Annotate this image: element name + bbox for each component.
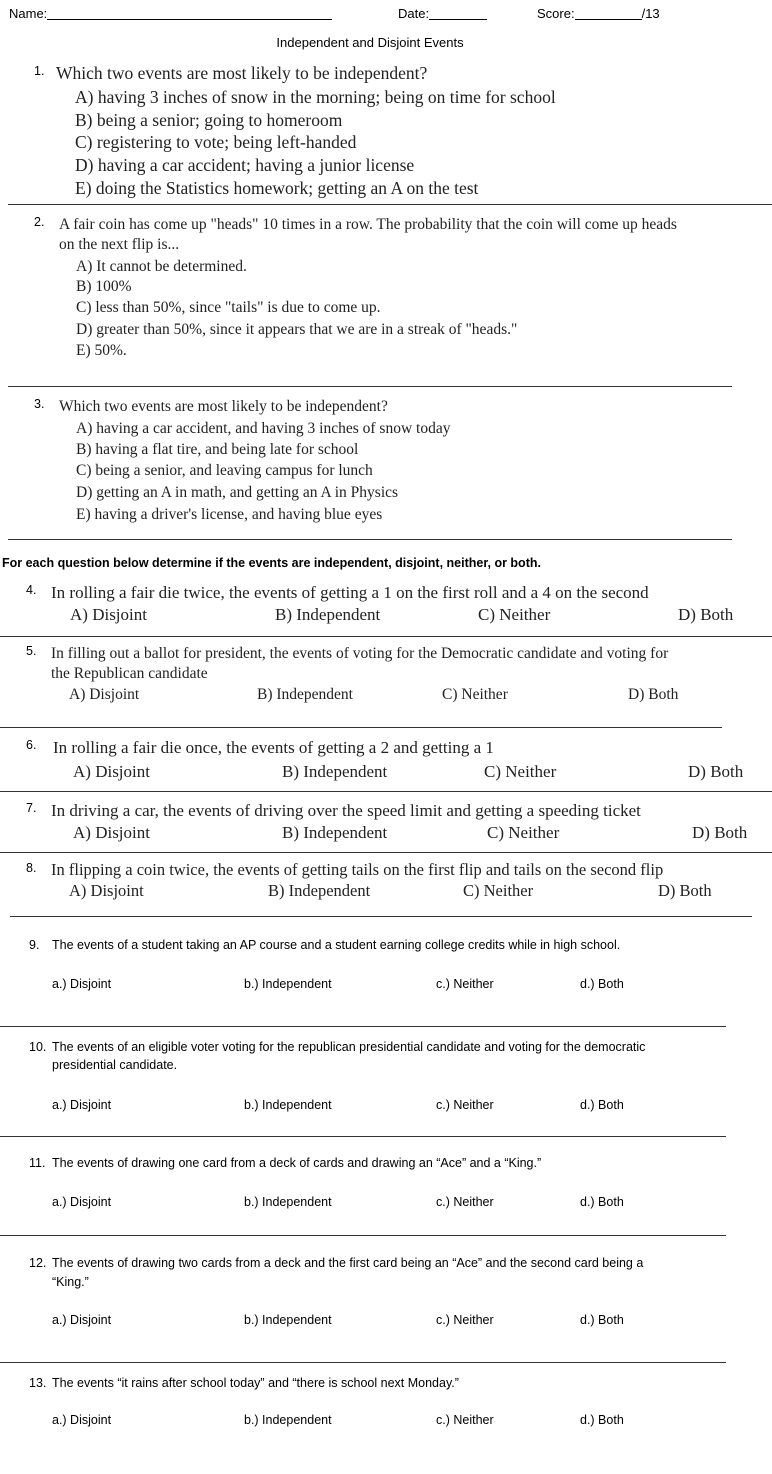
answer-option[interactable]: c.) Neither	[436, 1312, 494, 1327]
question-text: “King.”	[52, 1274, 89, 1289]
score-label: Score:	[537, 6, 575, 21]
answer-option[interactable]: d.) Both	[580, 1097, 624, 1112]
answer-option[interactable]: a.) Disjoint	[52, 1412, 112, 1427]
divider	[0, 727, 722, 728]
answer-option[interactable]: b.) Independent	[244, 976, 332, 991]
score-total: /13	[641, 6, 660, 21]
answer-option[interactable]: D) Both	[688, 761, 744, 781]
divider	[0, 1026, 726, 1027]
question-number: 9.	[29, 937, 40, 952]
date-label: Date:	[398, 6, 430, 21]
answer-option[interactable]: b.) Independent	[244, 1194, 332, 1209]
answer-option[interactable]: c.) Neither	[436, 976, 494, 991]
answer-option[interactable]: A) Disjoint	[73, 761, 150, 781]
question-text: The events of drawing one card from a deck of cards and drawing an “Ace” and a “King.”	[52, 1155, 542, 1170]
question-text: The events of a student taking an AP course and a student earning college credits while in high school.	[52, 937, 621, 952]
answer-option[interactable]: a.) Disjoint	[52, 976, 112, 991]
question-text: Which two events are most likely to be independent?	[59, 397, 388, 415]
answer-option[interactable]: C) registering to vote; being left-handed	[75, 131, 357, 152]
question-number: 4.	[26, 582, 37, 597]
name-field[interactable]	[9, 6, 332, 20]
divider	[10, 916, 752, 917]
answer-option[interactable]: D) getting an A in math, and getting an A in Physics	[76, 483, 399, 501]
answer-option[interactable]: D) Both	[658, 881, 712, 901]
question-text: In filling out a ballot for president, the events of voting for the Democratic candidate and voting for	[51, 644, 669, 662]
date-field[interactable]	[398, 6, 487, 20]
answer-option[interactable]: C) less than 50%, since "tails" is due to come up.	[76, 298, 381, 316]
answer-option[interactable]: D) Both	[692, 822, 748, 842]
answer-option[interactable]: B) 100%	[76, 277, 132, 295]
question-number: 12.	[29, 1255, 47, 1270]
name-label: Name:	[9, 6, 48, 21]
answer-option[interactable]: A) It cannot be determined.	[76, 257, 247, 275]
question-number: 10.	[29, 1039, 47, 1054]
date-blank[interactable]	[429, 6, 487, 20]
answer-option[interactable]: d.) Both	[580, 976, 624, 991]
answer-option[interactable]: c.) Neither	[436, 1194, 494, 1209]
answer-option[interactable]: d.) Both	[580, 1312, 624, 1327]
answer-option[interactable]: E) 50%.	[76, 341, 127, 359]
divider	[0, 1235, 726, 1236]
question-number: 5.	[26, 643, 37, 658]
answer-option[interactable]: D) Both	[678, 604, 734, 624]
answer-option[interactable]: A) Disjoint	[69, 685, 140, 703]
answer-option[interactable]: B) Independent	[282, 761, 388, 781]
answer-option[interactable]: c.) Neither	[436, 1412, 494, 1427]
answer-option[interactable]: C) Neither	[487, 822, 560, 842]
answer-option[interactable]: D) Both	[628, 685, 679, 703]
divider	[0, 852, 772, 853]
question-number: 6.	[26, 737, 37, 752]
answer-option[interactable]: D) having a car accident; having a junior license	[75, 154, 415, 175]
divider	[8, 539, 732, 540]
answer-option[interactable]: D) greater than 50%, since it appears that we are in a streak of "heads."	[76, 320, 518, 338]
question-text: In rolling a fair die once, the events of getting a 2 and getting a 1	[53, 737, 494, 757]
question-text: A fair coin has come up "heads" 10 times in a row. The probability that the coin will come up heads	[59, 215, 677, 233]
divider	[0, 1136, 726, 1137]
page-title: Independent and Disjoint Events	[276, 35, 464, 50]
question-number: 7.	[26, 800, 37, 815]
answer-option[interactable]: B) Independent	[268, 881, 371, 901]
answer-option[interactable]: C) Neither	[463, 881, 534, 901]
question-text: The events of drawing two cards from a deck and the first card being an “Ace” and the second card being a	[52, 1255, 644, 1270]
answer-option[interactable]: c.) Neither	[436, 1097, 494, 1112]
answer-option[interactable]: B) Independent	[275, 604, 381, 624]
answer-option[interactable]: a.) Disjoint	[52, 1097, 112, 1112]
answer-option[interactable]: A) Disjoint	[73, 822, 150, 842]
answer-option[interactable]: b.) Independent	[244, 1097, 332, 1112]
answer-option[interactable]: b.) Independent	[244, 1412, 332, 1427]
question-text: the Republican candidate	[51, 664, 208, 682]
answer-option[interactable]: A) having 3 inches of snow in the morning; being on time for school	[75, 86, 556, 107]
question-number: 11.	[29, 1155, 46, 1170]
question-number: 1.	[34, 63, 45, 78]
name-blank[interactable]	[47, 6, 332, 20]
question-number: 8.	[26, 860, 37, 875]
question-number: 2.	[34, 214, 45, 229]
question-text: The events “it rains after school today” and “there is school next Monday.”	[52, 1375, 459, 1390]
answer-option[interactable]: d.) Both	[580, 1412, 624, 1427]
answer-option[interactable]: A) Disjoint	[70, 604, 147, 624]
score-blank[interactable]	[575, 6, 642, 20]
answer-option[interactable]: d.) Both	[580, 1194, 624, 1209]
answer-option[interactable]: A) having a car accident, and having 3 inches of snow today	[76, 419, 451, 437]
question-text: In rolling a fair die twice, the events of getting a 1 on the first roll and a 4 on the second	[51, 582, 649, 602]
answer-option[interactable]: C) Neither	[484, 761, 557, 781]
answer-option[interactable]: B) being a senior; going to homeroom	[75, 109, 343, 130]
answer-option[interactable]: C) Neither	[478, 604, 551, 624]
answer-option[interactable]: b.) Independent	[244, 1312, 332, 1327]
instructions: For each question below determine if the events are independent, disjoint, neither, or both.	[2, 556, 541, 570]
question-text: The events of an eligible voter voting for the republican presidential candidate and voting for the democratic	[52, 1039, 646, 1054]
answer-option[interactable]: E) doing the Statistics homework; getting an A on the test	[75, 177, 479, 198]
answer-option[interactable]: C) Neither	[442, 685, 508, 703]
answer-option[interactable]: E) having a driver's license, and having blue eyes	[76, 505, 383, 523]
question-number: 3.	[34, 396, 45, 411]
question-text: In flipping a coin twice, the events of getting tails on the first flip and tails on the second flip	[51, 860, 664, 880]
question-text: on the next flip is...	[59, 235, 180, 253]
answer-option[interactable]: a.) Disjoint	[52, 1312, 112, 1327]
question-text: Which two events are most likely to be independent?	[56, 62, 428, 83]
question-text: In driving a car, the events of driving over the speed limit and getting a speeding ticket	[51, 800, 641, 820]
divider	[0, 1362, 726, 1363]
answer-option[interactable]: B) Independent	[257, 685, 353, 703]
answer-option[interactable]: C) being a senior, and leaving campus for lunch	[76, 461, 373, 479]
answer-option[interactable]: a.) Disjoint	[52, 1194, 112, 1209]
divider	[8, 204, 772, 205]
question-text: presidential candidate.	[52, 1057, 178, 1072]
divider	[0, 636, 772, 637]
score-field[interactable]	[537, 6, 660, 20]
answer-option[interactable]: A) Disjoint	[69, 881, 144, 901]
answer-option[interactable]: B) Independent	[282, 822, 388, 842]
divider	[8, 386, 732, 387]
question-number: 13.	[29, 1375, 47, 1390]
divider	[0, 791, 772, 792]
answer-option[interactable]: B) having a flat tire, and being late for school	[76, 440, 359, 458]
